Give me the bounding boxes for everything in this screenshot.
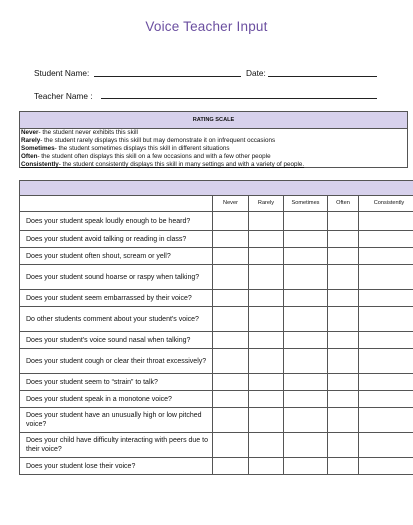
rating-cell-consistently[interactable] xyxy=(359,265,413,290)
rating-cell-rarely[interactable] xyxy=(249,374,284,391)
rating-cell-sometimes[interactable] xyxy=(284,374,328,391)
rating-cell-rarely[interactable] xyxy=(249,391,284,408)
rating-cell-consistently[interactable] xyxy=(359,374,413,391)
student-name-field[interactable] xyxy=(94,76,241,77)
rating-cell-rarely[interactable] xyxy=(249,290,284,307)
question-row xyxy=(20,231,413,248)
rating-cell-never[interactable] xyxy=(213,349,249,374)
question-text: Does your student cough or clear their throat excessively? xyxy=(20,349,213,374)
question-row xyxy=(20,290,413,307)
rating-description: - the student never exhibits this skill xyxy=(38,129,138,136)
question-row xyxy=(20,332,413,349)
rating-cell-never[interactable] xyxy=(213,374,249,391)
rating-cell-sometimes[interactable] xyxy=(284,307,328,332)
rating-cell-consistently[interactable] xyxy=(359,231,413,248)
rating-cell-consistently[interactable] xyxy=(359,391,413,408)
rating-scale-item xyxy=(20,137,407,145)
rating-cell-often[interactable] xyxy=(328,349,359,374)
date-field[interactable] xyxy=(268,76,377,77)
rating-term: Consistently xyxy=(21,161,59,168)
rating-cell-consistently[interactable] xyxy=(359,248,413,265)
rating-scale-heading: RATING SCALE xyxy=(20,112,407,129)
question-text: Does your student seem embarrassed by their voice? xyxy=(20,290,213,307)
question-text: Does your student lose their voice? xyxy=(20,458,213,475)
rating-term: Sometimes xyxy=(21,145,55,152)
rating-term: Never xyxy=(21,129,39,136)
rating-cell-often[interactable] xyxy=(328,212,359,231)
rating-cell-never[interactable] xyxy=(213,332,249,349)
questions-header-band xyxy=(19,180,413,196)
rating-cell-consistently[interactable] xyxy=(359,290,413,307)
rating-cell-never[interactable] xyxy=(213,248,249,265)
rating-cell-consistently[interactable] xyxy=(359,332,413,349)
column-header-consistently: Consistently xyxy=(359,196,413,212)
rating-cell-rarely[interactable] xyxy=(249,349,284,374)
rating-cell-sometimes[interactable] xyxy=(284,391,328,408)
questions-table xyxy=(19,195,413,475)
rating-cell-sometimes[interactable] xyxy=(284,265,328,290)
question-text: Does your student speak loudly enough to be heard? xyxy=(20,212,213,231)
teacher-name-field[interactable] xyxy=(101,98,377,99)
rating-description: - the student often displays this skill on a few occasions and with a few other people xyxy=(37,153,271,160)
column-header-rarely: Rarely xyxy=(249,196,284,212)
rating-cell-rarely[interactable] xyxy=(249,265,284,290)
rating-cell-often[interactable] xyxy=(328,391,359,408)
rating-cell-consistently[interactable] xyxy=(359,433,413,458)
rating-cell-rarely[interactable] xyxy=(249,212,284,231)
rating-cell-sometimes[interactable] xyxy=(284,433,328,458)
rating-cell-sometimes[interactable] xyxy=(284,248,328,265)
rating-scale-item xyxy=(20,145,407,153)
rating-cell-never[interactable] xyxy=(213,212,249,231)
rating-cell-never[interactable] xyxy=(213,433,249,458)
rating-cell-often[interactable] xyxy=(328,408,359,433)
rating-cell-never[interactable] xyxy=(213,290,249,307)
rating-cell-sometimes[interactable] xyxy=(284,332,328,349)
column-header-row xyxy=(20,196,413,212)
question-text: Does your student seem to “strain” to talk? xyxy=(20,374,213,391)
question-row xyxy=(20,349,413,374)
rating-cell-never[interactable] xyxy=(213,265,249,290)
rating-cell-often[interactable] xyxy=(328,290,359,307)
rating-cell-rarely[interactable] xyxy=(249,458,284,475)
rating-cell-never[interactable] xyxy=(213,307,249,332)
question-row xyxy=(20,374,413,391)
rating-cell-often[interactable] xyxy=(328,332,359,349)
rating-cell-rarely[interactable] xyxy=(249,231,284,248)
rating-cell-often[interactable] xyxy=(328,458,359,475)
question-row xyxy=(20,248,413,265)
rating-cell-often[interactable] xyxy=(328,231,359,248)
question-row xyxy=(20,265,413,290)
question-row xyxy=(20,408,413,433)
rating-scale-item xyxy=(20,129,407,137)
question-text: Does your student have an unusually high or low pitched voice? xyxy=(20,408,213,433)
rating-cell-sometimes[interactable] xyxy=(284,408,328,433)
column-header-often: Often xyxy=(328,196,359,212)
rating-scale-item xyxy=(20,153,407,161)
rating-cell-consistently[interactable] xyxy=(359,307,413,332)
rating-cell-often[interactable] xyxy=(328,374,359,391)
rating-cell-sometimes[interactable] xyxy=(284,349,328,374)
rating-cell-consistently[interactable] xyxy=(359,458,413,475)
question-row xyxy=(20,391,413,408)
page-title: Voice Teacher Input xyxy=(145,19,268,34)
rating-cell-sometimes[interactable] xyxy=(284,290,328,307)
question-text: Does your student sound hoarse or raspy when talking? xyxy=(20,265,213,290)
rating-cell-rarely[interactable] xyxy=(249,433,284,458)
rating-cell-never[interactable] xyxy=(213,231,249,248)
question-text: Does your student often shout, scream or yell? xyxy=(20,248,213,265)
rating-description: - the student rarely displays this skill but may demonstrate it on infrequent occasions xyxy=(40,137,276,144)
rating-cell-sometimes[interactable] xyxy=(284,458,328,475)
rating-description: - the student sometimes displays this skill in different situations xyxy=(54,145,230,152)
rating-scale-list xyxy=(20,129,407,169)
rating-cell-rarely[interactable] xyxy=(249,307,284,332)
rating-cell-often[interactable] xyxy=(328,433,359,458)
rating-scale-item xyxy=(20,161,407,169)
rating-cell-often[interactable] xyxy=(328,307,359,332)
rating-term: Often xyxy=(21,153,38,160)
rating-cell-never[interactable] xyxy=(213,391,249,408)
column-header-never: Never xyxy=(213,196,249,212)
question-text: Does your student speak in a monotone voice? xyxy=(20,391,213,408)
question-text: Do other students comment about your student's voice? xyxy=(20,307,213,332)
rating-scale xyxy=(19,111,408,168)
question-row xyxy=(20,433,413,458)
question-row xyxy=(20,458,413,475)
rating-cell-rarely[interactable] xyxy=(249,248,284,265)
teacher-name-label: Teacher Name : xyxy=(34,91,93,101)
rating-cell-sometimes[interactable] xyxy=(284,231,328,248)
rating-term: Rarely xyxy=(21,137,41,144)
column-header-sometimes: Sometimes xyxy=(284,196,328,212)
rating-description: - the student consistently displays this skill in many settings and with a variety of people. xyxy=(58,161,305,168)
rating-cell-consistently[interactable] xyxy=(359,212,413,231)
question-text: Does your child have difficulty interacting with peers due to their voice? xyxy=(20,433,213,458)
rating-cell-often[interactable] xyxy=(328,248,359,265)
rating-cell-consistently[interactable] xyxy=(359,349,413,374)
question-text: Does your student's voice sound nasal when talking? xyxy=(20,332,213,349)
rating-cell-rarely[interactable] xyxy=(249,408,284,433)
rating-cell-often[interactable] xyxy=(328,265,359,290)
question-row xyxy=(20,212,413,231)
rating-cell-sometimes[interactable] xyxy=(284,212,328,231)
question-text: Does your student avoid talking or reading in class? xyxy=(20,231,213,248)
date-label: Date: xyxy=(246,68,266,78)
rating-cell-consistently[interactable] xyxy=(359,408,413,433)
rating-cell-rarely[interactable] xyxy=(249,332,284,349)
question-row xyxy=(20,307,413,332)
question-column-header xyxy=(20,196,213,212)
student-name-label: Student Name: xyxy=(34,68,90,78)
rating-cell-never[interactable] xyxy=(213,458,249,475)
rating-cell-never[interactable] xyxy=(213,408,249,433)
